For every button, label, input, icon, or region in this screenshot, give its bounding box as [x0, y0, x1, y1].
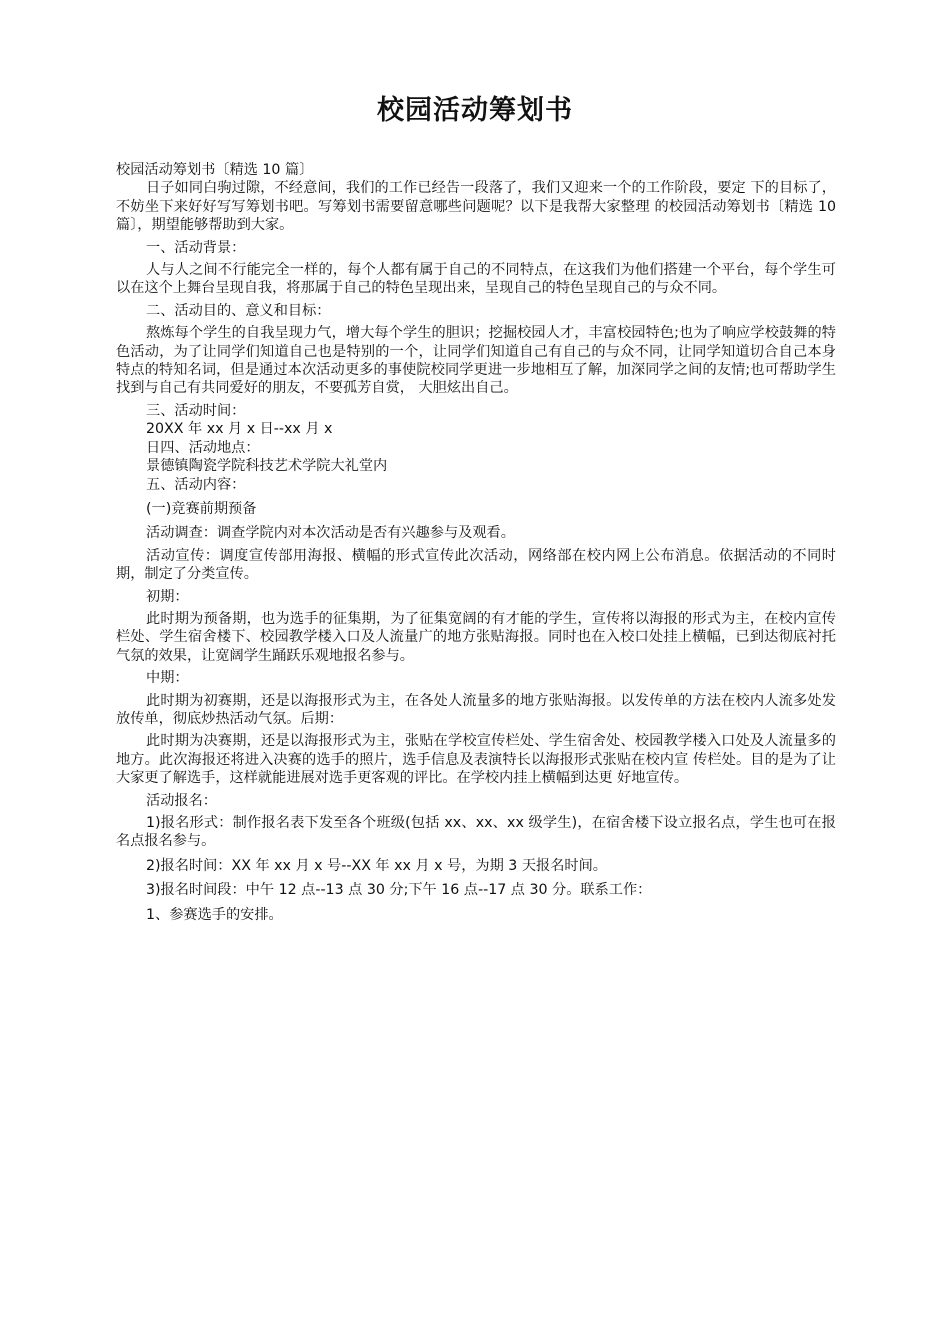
registration-form: 1)报名形式：制作报名表下发至各个班级(包括 xx、xx、xx 级学生)，在宿舍楼下设立报名点，学生也可在报名点报名参与。 — [116, 815, 836, 850]
intro-paragraph: 日子如同白驹过隙，不经意间，我们的工作已经告一段落了，我们又迎来一个的工作阶段，要定 下的目标了，不妨坐下来好好写写筹划书吧。写筹划书需要留意哪些问题呢？以下是我帮大家整理 的校园活动筹划书〔精选 10 篇〕，期望能够帮助到大家。 — [116, 180, 836, 234]
document-body — [116, 161, 836, 924]
early-heading: 初期： — [146, 588, 189, 605]
list-item-1: 1、参赛选手的安排。 — [146, 906, 283, 923]
section-purpose-heading: 二、活动目的、意义和目标： — [146, 302, 331, 319]
section-background-heading: 一、活动背景： — [146, 239, 246, 256]
section-place-value: 景德镇陶瓷学院科技艺术学院大礼堂内 — [146, 458, 388, 475]
section-time-value: 20XX 年 xx 月 x 日--xx 月 x — [146, 421, 333, 438]
late-body: 此时期为决赛期，还是以海报形式为主，张贴在学校宣传栏处、学生宿舍处、校园教学楼入口处及人流量多的地方。此次海报还将进入决赛的选手的照片，选手信息及表演特长以海报形式张贴在校内宣 传栏处。目的是为了让大家更了解选手，这样就能进展对选手更客观的评比。在学校内挂上横幅到达更 好地宣传。 — [116, 733, 836, 787]
promo-paragraph: 活动宣传：调度宣传部用海报、横幅的形式宣传此次活动，网络部在校内网上公布消息。依据活动的不同时期，制定了分类宣传。 — [116, 547, 836, 583]
section-place-heading: 日四、活动地点： — [146, 439, 260, 456]
registration-time: 2)报名时间：XX 年 xx 月 x 号--XX 年 xx 月 x 号，为期 3 天报名时间。 — [146, 857, 607, 874]
section-content-heading: 五、活动内容： — [146, 476, 246, 493]
section-content-sub: (一)竞赛前期预备 — [146, 500, 257, 517]
subtitle: 校园活动筹划书〔精选 10 篇〕 — [116, 162, 314, 178]
registration-period: 3)报名时间段：中午 12 点--13 点 30 分;下午 16 点--17 点 30 分。联系工作： — [146, 882, 652, 899]
mid-body: 此时期为初赛期，还是以海报形式为主，在各处人流量多的地方张贴海报。以发传单的方法在校内人流多处发放传单，彻底炒热活动气氛。后期： — [116, 692, 836, 727]
registration-heading: 活动报名： — [146, 792, 217, 809]
section-purpose-body: 熬炼每个学生的自我呈现力气，增大每个学生的胆识；挖掘校园人才，丰富校园特色;也为了响应学校鼓舞的特色活动，为了让同学们知道自己也是特别的一个，让同学们知道自己有自己的与众不同，让同学知道切合自己本身特点的特知名词，但是通过本次活动更多的事使院校同学更进一步地相互了解，加深同学之间的友情;也可帮助学生找到与自己有共同爱好的朋友，不要孤芳自赏， 大胆炫出自己。 — [116, 325, 836, 397]
section-background-body: 人与人之间不行能完全一样的，每个人都有属于自己的不同特点，在这我们为他们搭建一个平台，每个学生可以在这个上舞台呈现自我，将那属于自己的特色呈现出来，呈现自己的特色呈现自己的与众不同。 — [116, 262, 836, 297]
mid-heading: 中期： — [146, 670, 189, 687]
section-time-heading: 三、活动时间： — [146, 402, 246, 419]
early-body: 此时期为预备期，也为选手的征集期，为了征集宽阔的有才能的学生，宣传将以海报的形式为主，在校内宣传栏处、学生宿舍楼下、校园教学楼入口及人流量广的地方张贴海报。同时也在入校口处挂上横幅，已到达彻底衬托气氛的效果，让宽阔学生踊跃乐观地报名参与。 — [116, 610, 836, 664]
survey-paragraph: 活动调查：调查学院内对本次活动是否有兴趣参与及观看。 — [146, 525, 515, 542]
page-title: 校园活动筹划书 — [377, 95, 573, 126]
